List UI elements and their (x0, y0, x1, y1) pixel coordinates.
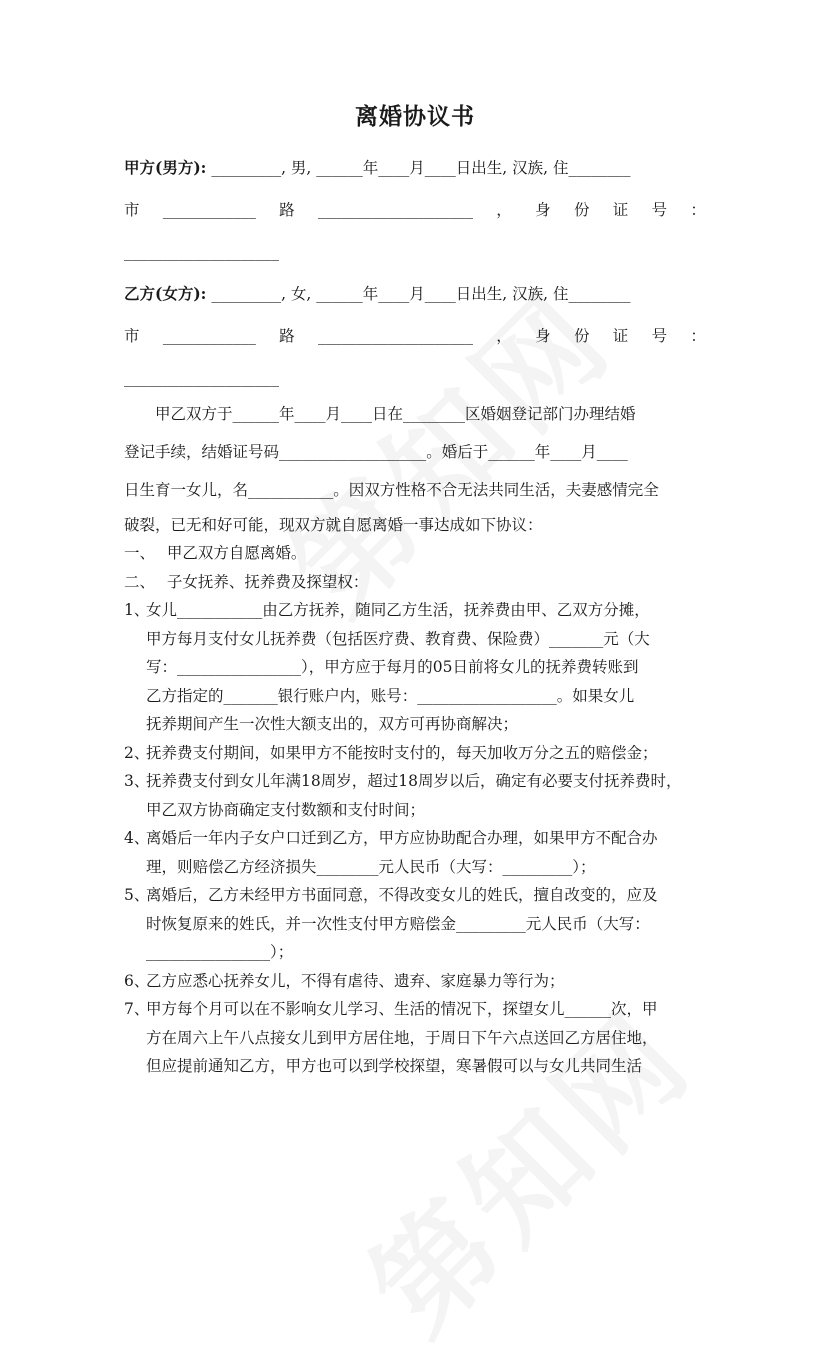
clause-item (124, 995, 709, 1081)
party-b-label: 乙方(女方): (124, 284, 207, 303)
clause-text: 离婚后，乙方未经甲方书面同意，不得改变女儿的姓氏，擅自改变的，应及 (146, 886, 658, 904)
clause-item (124, 767, 709, 824)
document-title: 离婚协议书 (355, 103, 475, 130)
text-segment: 路 (279, 327, 295, 345)
clause-text: 时恢复原来的姓氏，并一次性支付甲方赔偿金_________元人民币（大写： (146, 914, 650, 933)
text-segment: 份 (573, 327, 590, 345)
clause-text: 抚养费支付到女儿年满18周岁，超过18周岁以后，确定有必要支付抚养费时， (146, 772, 682, 790)
clause-number: 6、 (124, 971, 150, 990)
clause-item (124, 739, 709, 768)
section-text: 子女抚养、抚养费及探望权： (162, 572, 369, 591)
intro-line: 日生育一女儿，名___________。因双方性格不合无法共同生活，夫妻感情完全 (124, 481, 659, 499)
clause-item (124, 881, 709, 967)
party-a-line-2 (124, 200, 706, 220)
clause-text: 乙方指定的_______银行账户内，账号：__________________。如果女儿 (146, 686, 635, 705)
clause-number: 4、 (124, 829, 150, 847)
party-b-line-2 (124, 326, 706, 346)
intro-line: 甲乙双方于______年____月____日在________区婚姻登记部门办理结婚 (124, 405, 636, 423)
text-segment: 证 (612, 201, 629, 219)
intro-line: 登记手续，结婚证号码___________________。婚后于______年____月____ (124, 443, 628, 461)
clause-text: 甲乙双方协商确定支付数额和支付时间； (146, 800, 426, 819)
text-segment: 市 (124, 201, 140, 219)
clause-item (124, 824, 709, 881)
text-segment: 身 (535, 327, 551, 345)
text-segment: 路 (279, 201, 295, 219)
text-segment: 号 (651, 327, 668, 345)
party-a-details: _________, 男, ______年____月____日出生, 汉族, 住________ (206, 159, 631, 177)
clause-text: 乙方应悉心抚养女儿，不得有虐待、遗弃、家庭暴力等行为； (146, 971, 565, 990)
clause-item (124, 596, 709, 739)
section-number: 二、 (124, 572, 156, 591)
section-item (124, 539, 709, 568)
text-segment: 市 (124, 327, 140, 345)
text-segment: 份 (573, 201, 590, 219)
clause-text: 但应提前通知乙方，甲方也可以到学校探望，寒暑假可以与女儿共同生活 (146, 1057, 643, 1075)
text-segment: 号 (651, 201, 668, 219)
text-segment: 身 (535, 201, 551, 219)
party-a-id-blank: ____________________ (124, 243, 279, 261)
clause-number: 3、 (124, 772, 150, 790)
clause-text: 离婚后一年内子女户口迁到乙方，甲方应协助配合办理，如果甲方不配合办 (146, 829, 658, 847)
clause-number: 5、 (124, 886, 150, 904)
clause-text: 抚养费支付期间，如果甲方不能按时支付的，每天加收万分之五的赔偿金； (146, 743, 658, 762)
clause-number: 7、 (124, 1000, 150, 1018)
clause-text: 写：________________），甲方应于每月的05日前将女儿的抚养费转账到 (146, 658, 639, 676)
clause-text: 甲方每月支付女儿抚养费（包括医疗费、教育费、保险费）_______元（大 (146, 629, 650, 648)
blank-field: ____________ (162, 201, 256, 219)
section-number: 一、 (124, 544, 156, 562)
party-b-details: _________, 女, ______年____月____日出生, 汉族, 住________ (206, 285, 631, 303)
section-text: 甲乙双方自愿离婚。 (162, 544, 307, 562)
clause-text: 女儿___________由乙方抚养，随同乙方生活，抚养费由甲、乙双方分摊， (146, 601, 650, 619)
blank-field: ____________________ (317, 201, 473, 219)
clause-text: 理，则赔偿乙方经济损失________元人民币（大写：_________）； (146, 857, 596, 876)
clause-text: 甲方每个月可以在不影响女儿学习、生活的情况下，探望女儿______次，甲 (146, 1000, 658, 1018)
section-item (124, 568, 709, 597)
clause-number: 2、 (124, 743, 150, 762)
text-segment: ： (690, 327, 706, 345)
agreement-list (124, 539, 709, 1081)
intro-line: 破裂，已无和好可能，现双方就自愿离婚一事达成如下协议： (124, 516, 543, 534)
text-segment: ： (690, 201, 706, 219)
text-segment: ， (496, 327, 512, 345)
text-segment: ， (496, 201, 512, 219)
party-b-id-blank: ____________________ (124, 369, 279, 387)
text-segment: 证 (612, 327, 629, 345)
blank-field: ____________________ (317, 327, 473, 345)
clause-text: 抚养期间产生一次性大额支出的，双方可再协商解决； (146, 715, 519, 733)
clause-number: 1、 (124, 601, 150, 619)
party-a-line-1 (124, 158, 706, 178)
blank-field: ____________ (162, 327, 256, 345)
party-a-label: 甲方(男方): (124, 158, 207, 177)
clause-text: ________________）； (146, 943, 294, 961)
clause-text: 方在周六上午八点接女儿到甲方居住地，于周日下午六点送回乙方居住地， (146, 1028, 658, 1047)
clause-item (124, 967, 709, 996)
party-b-line-1 (124, 284, 706, 304)
